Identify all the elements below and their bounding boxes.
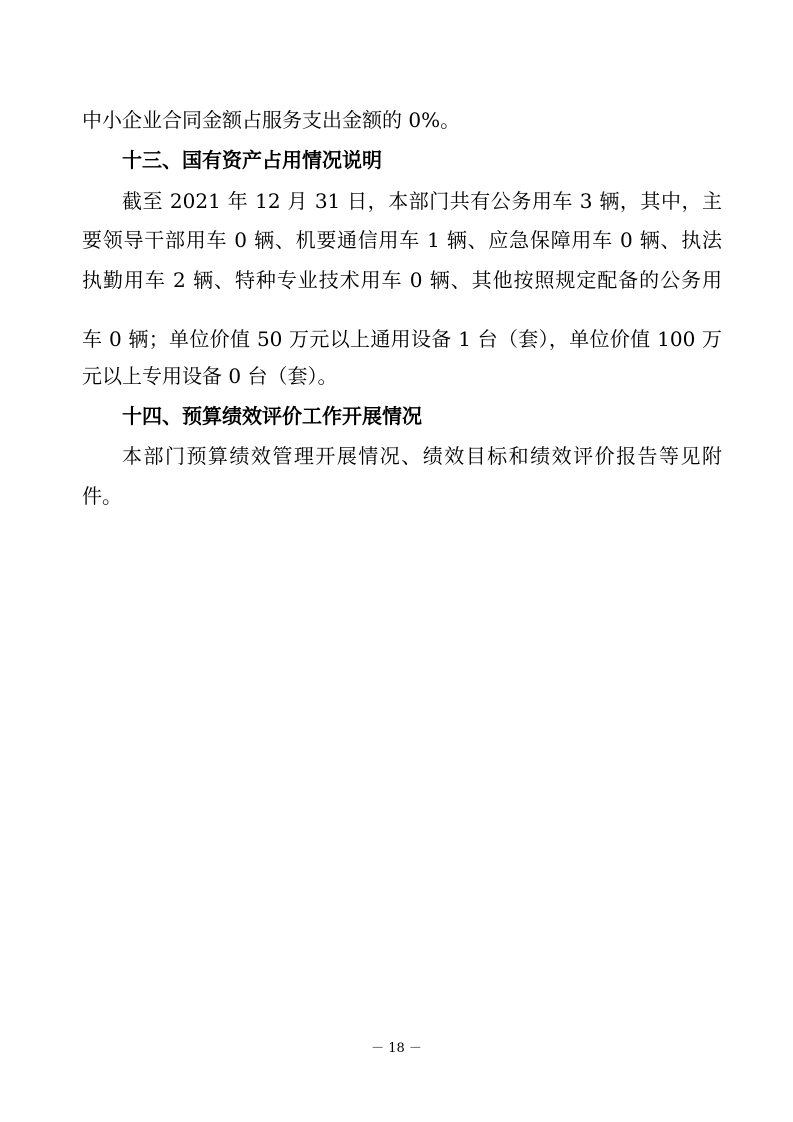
body-text-line: 执勤用车 2 辆、特种专业技术用车 0 辆、其他按照规定配备的公务用 — [82, 268, 722, 292]
section-heading-14: 十四、预算绩效评价工作开展情况 — [122, 404, 422, 428]
body-text-line: 件。 — [82, 484, 122, 508]
body-text-line: 车 0 辆；单位价值 50 万元以上通用设备 1 台（套），单位价值 100 万 — [82, 327, 722, 351]
body-text-line: 中小企业合同金额占服务支出金额的 0%。 — [82, 108, 461, 132]
page-number: － 18 － — [371, 1041, 422, 1056]
body-text-line: 本部门预算绩效管理开展情况、绩效目标和绩效评价报告等见附 — [122, 444, 722, 468]
section-heading-13: 十三、国有资产占用情况说明 — [122, 148, 382, 172]
body-text-line: 要领导干部用车 0 辆、机要通信用车 1 辆、应急保障用车 0 辆、执法 — [82, 228, 722, 252]
body-text-line: 元以上专用设备 0 台（套）。 — [82, 364, 338, 388]
body-text-line: 截至 2021 年 12 月 31 日，本部门共有公务用车 3 辆，其中，主 — [122, 189, 722, 213]
